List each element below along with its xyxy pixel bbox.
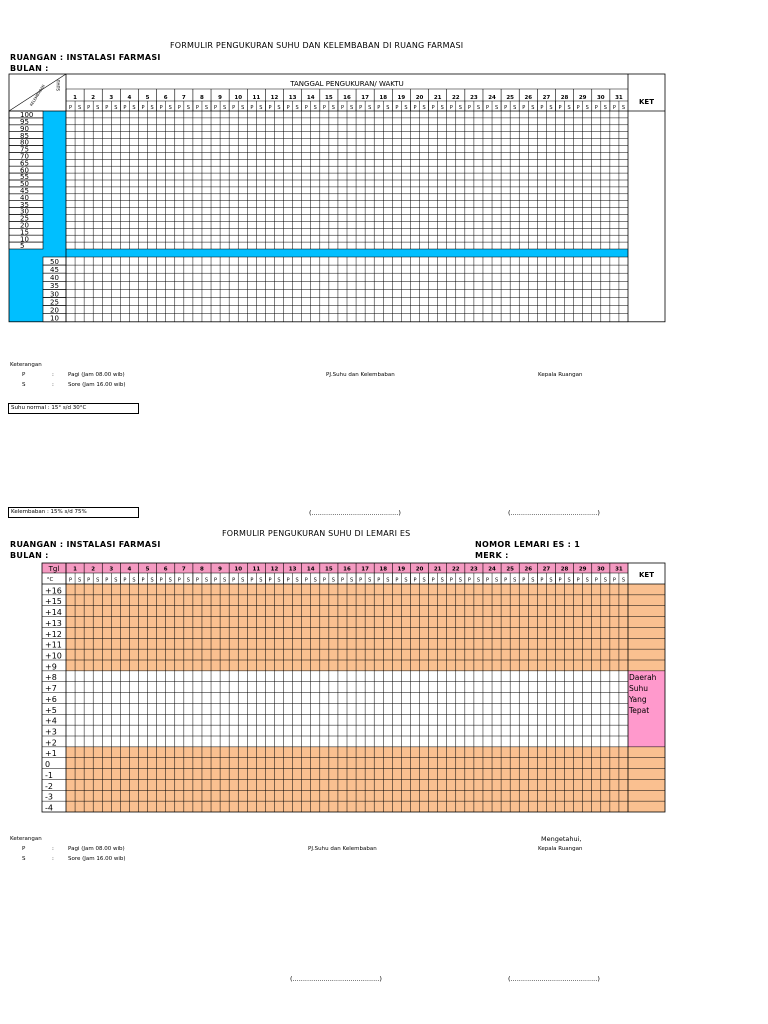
day-number: 2 <box>91 95 96 101</box>
fridge-temp-label: +8 <box>45 673 57 683</box>
s-label: S <box>621 577 626 584</box>
s-label: S <box>150 105 154 111</box>
s-label: S <box>259 105 263 111</box>
s-label: S <box>603 577 607 584</box>
day-number: 3 <box>109 95 114 101</box>
p-label: P <box>449 577 453 584</box>
temp-row-label: 15 <box>20 228 29 237</box>
temp-row-label: 20 <box>20 221 29 230</box>
p-label: P <box>485 105 490 111</box>
p-label: P <box>340 105 344 111</box>
s-label: S <box>386 105 390 111</box>
temp-row-label: 85 <box>20 131 29 140</box>
fridge-temp-label: +12 <box>45 629 62 639</box>
p-label: P <box>467 577 471 584</box>
day-number: 26 <box>524 95 533 101</box>
p-label: P <box>123 105 127 111</box>
humidity-row-label: 30 <box>50 290 59 299</box>
p-label: P <box>395 577 399 584</box>
p-label: P <box>413 105 417 111</box>
safe-zone-line-4: Tepat <box>629 706 650 715</box>
temp-row-label: 45 <box>20 187 29 195</box>
s-label: S <box>96 577 100 584</box>
p-label: P <box>105 577 109 584</box>
temp-row-label: 75 <box>20 145 29 154</box>
day-number: 14 <box>306 95 315 101</box>
s-label: S <box>549 577 553 584</box>
ket-header: KET <box>639 98 654 106</box>
s-label: S <box>621 105 626 111</box>
p-label: P <box>612 577 616 584</box>
day-number: 25 <box>506 95 514 101</box>
p-label: P <box>232 105 236 111</box>
form2-acknowledged: Mengetahui, <box>541 835 582 843</box>
s-label: S <box>513 105 517 111</box>
day-number: 20 <box>415 566 424 573</box>
day-number: 22 <box>451 566 460 573</box>
p-label: P <box>268 577 272 584</box>
fridge-temp-label: -4 <box>45 803 53 813</box>
p-label: P <box>540 577 544 584</box>
s-label: S <box>458 577 462 584</box>
temp-row-label: 25 <box>20 214 29 223</box>
form2-brand: MERK : <box>475 551 509 560</box>
s-label: S <box>349 105 354 111</box>
out-of-range-row-fill <box>66 627 665 638</box>
day-number: 13 <box>288 566 297 573</box>
p-label: P <box>504 105 508 111</box>
corner-bottom-label: KELEMBABAN <box>29 83 46 107</box>
out-of-range-row-fill <box>66 769 665 780</box>
form1-legend-colon-s: : <box>52 382 54 388</box>
s-label: S <box>150 577 154 584</box>
p-label: P <box>449 105 453 111</box>
form1-pj-label: PJ.Suhu dan Kelembaban <box>326 372 395 378</box>
safe-zone-line-2: Suhu <box>629 684 649 693</box>
p-label: P <box>340 577 344 584</box>
form1-signature-head: (..........................................) <box>508 509 600 517</box>
p-label: P <box>87 577 91 584</box>
p-label: P <box>159 577 163 584</box>
s-label: S <box>186 577 190 584</box>
day-number: 30 <box>596 95 605 101</box>
s-label: S <box>331 577 335 584</box>
temp-row-label: 30 <box>20 207 29 216</box>
day-number: 3 <box>109 566 114 573</box>
s-label: S <box>277 577 281 584</box>
s-label: S <box>277 105 281 111</box>
day-number: 4 <box>127 566 132 573</box>
form2-signature-pj: (..........................................) <box>290 975 382 983</box>
p-label: P <box>612 105 616 111</box>
temp-row-label: 5 <box>20 242 25 251</box>
day-number: 12 <box>270 566 279 573</box>
p-label: P <box>250 105 254 111</box>
form2-legend-colon-p: : <box>52 846 54 852</box>
s-label: S <box>567 577 571 584</box>
p-label: P <box>177 577 181 584</box>
p-label: P <box>322 577 326 584</box>
s-label: S <box>476 105 481 111</box>
day-number: 8 <box>200 566 204 573</box>
day-number: 29 <box>578 95 587 101</box>
fridge-temp-label: +9 <box>45 662 57 672</box>
day-number: 16 <box>343 566 351 573</box>
s-label: S <box>204 105 209 111</box>
out-of-range-row-fill <box>66 790 665 801</box>
humidity-row-label: 45 <box>50 266 59 274</box>
p-label: P <box>359 577 363 584</box>
s-label: S <box>440 577 444 584</box>
s-label: S <box>585 577 589 584</box>
day-number: 25 <box>506 566 514 573</box>
humidity-row-label: 20 <box>50 306 59 315</box>
day-number: 24 <box>488 95 496 101</box>
p-label: P <box>177 105 181 111</box>
p-label: P <box>69 577 73 584</box>
form1-humidity-note: Kelembaban : 15% s/d 75% <box>8 507 139 518</box>
out-of-range-row-fill <box>66 747 665 758</box>
s-label: S <box>186 105 190 111</box>
s-label: S <box>531 577 535 584</box>
day-number: 21 <box>433 95 442 101</box>
s-label: S <box>168 577 172 584</box>
s-label: S <box>458 105 462 111</box>
fridge-temp-label: +16 <box>45 586 62 596</box>
p-label: P <box>395 105 399 111</box>
p-label: P <box>594 105 598 111</box>
p-label: P <box>268 105 272 111</box>
temp-row-label: 40 <box>20 193 29 202</box>
out-of-range-row-fill <box>66 758 665 769</box>
temp-row-label: 10 <box>20 235 29 244</box>
fridge-temp-label: 0 <box>45 760 51 770</box>
safe-zone-line-3: Yang <box>629 695 647 704</box>
temp-row-label: 95 <box>20 118 29 126</box>
s-label: S <box>78 577 82 584</box>
day-number: 18 <box>379 95 388 101</box>
temp-row-label: 55 <box>20 173 29 182</box>
day-number: 9 <box>218 95 223 101</box>
p-label: P <box>123 577 127 584</box>
form2-signature-head: (..........................................) <box>508 975 600 983</box>
day-number: 9 <box>218 566 223 573</box>
out-of-range-row-fill <box>66 638 665 649</box>
form2-legend-s-key: S <box>22 856 26 862</box>
form1-month: BULAN : <box>10 64 49 73</box>
fridge-temp-label: +1 <box>45 749 57 759</box>
form2-month: BULAN : <box>10 551 49 560</box>
s-label: S <box>549 105 553 111</box>
day-number: 19 <box>397 95 406 101</box>
p-label: P <box>159 105 163 111</box>
p-label: P <box>214 577 218 584</box>
s-label: S <box>476 577 481 584</box>
day-number: 24 <box>488 566 496 573</box>
s-label: S <box>132 105 136 111</box>
s-label: S <box>513 577 517 584</box>
fridge-temp-label: +14 <box>45 608 62 618</box>
day-number: 23 <box>470 566 478 573</box>
temp-row-label: 35 <box>20 200 29 209</box>
form1-title: FORMULIR PENGUKURAN SUHU DAN KELEMBABAN DI RUANG FARMASI <box>170 41 464 50</box>
p-label: P <box>522 577 526 584</box>
day-number: 27 <box>542 566 551 573</box>
day-number: 22 <box>451 95 460 101</box>
s-label: S <box>223 105 227 111</box>
day-number: 13 <box>288 95 297 101</box>
form1-signature-pj: (..........................................) <box>309 509 401 517</box>
p-label: P <box>214 105 218 111</box>
p-label: P <box>504 577 508 584</box>
form1-legend-title: Keterangan <box>10 362 42 368</box>
temp-row-label: 60 <box>20 166 29 175</box>
day-number: 6 <box>163 566 168 573</box>
temp-row-label: 90 <box>20 124 29 133</box>
day-number: 1 <box>73 95 77 101</box>
s-label: S <box>295 105 299 111</box>
fridge-temp-label: +11 <box>45 640 62 650</box>
day-number: 18 <box>379 566 388 573</box>
day-number: 2 <box>91 566 96 573</box>
fridge-temp-label: +7 <box>45 684 57 694</box>
p-label: P <box>69 105 73 111</box>
day-number: 7 <box>181 95 186 101</box>
day-number: 17 <box>361 566 369 573</box>
form2-room: RUANGAN : INSTALASI FARMASI <box>10 540 161 549</box>
form2-safe-zone-note <box>628 672 656 716</box>
day-number: 20 <box>415 95 424 101</box>
day-number: 10 <box>234 95 243 101</box>
p-label: P <box>594 577 598 584</box>
form1-head-label: Kepala Ruangan <box>538 372 583 378</box>
p-label: P <box>467 105 471 111</box>
out-of-range-row-fill <box>66 649 665 660</box>
s-label: S <box>313 577 317 584</box>
temp-row-label: 50 <box>20 180 29 189</box>
humidity-row-label: 40 <box>50 274 59 283</box>
temp-row-label: 70 <box>20 152 29 161</box>
form1-legend-s: Sore (Jam 16.00 wib) <box>68 382 126 388</box>
form2-legend-p-key: P <box>22 846 26 852</box>
s-label: S <box>168 105 172 111</box>
day-number: 21 <box>433 566 442 573</box>
fridge-temp-label: +15 <box>45 597 62 607</box>
humidity-row-label: 25 <box>50 298 59 307</box>
s-label: S <box>204 577 209 584</box>
day-number: 23 <box>470 95 478 101</box>
day-number: 6 <box>163 95 168 101</box>
day-number: 30 <box>596 566 605 573</box>
day-number: 12 <box>270 95 279 101</box>
form1-room: RUANGAN : INSTALASI FARMASI <box>10 53 161 62</box>
s-label: S <box>386 577 390 584</box>
s-label: S <box>96 105 100 111</box>
fridge-temp-label: +5 <box>45 705 57 715</box>
celsius-label: °C <box>46 577 54 583</box>
form1-legend-colon-p: : <box>52 372 54 378</box>
p-label: P <box>195 577 199 584</box>
p-label: P <box>558 105 562 111</box>
p-label: P <box>304 577 308 584</box>
fridge-temp-label: +10 <box>45 651 62 661</box>
s-label: S <box>223 577 227 584</box>
out-of-range-row-fill <box>66 801 665 812</box>
ket-header: KET <box>639 571 654 579</box>
form2-fridge-number: NOMOR LEMARI ES : 1 <box>475 540 581 549</box>
p-label: P <box>377 105 381 111</box>
s-label: S <box>313 105 317 111</box>
day-number: 16 <box>343 95 351 101</box>
day-number: 28 <box>560 566 569 573</box>
p-label: P <box>576 105 580 111</box>
temp-row-label: 65 <box>20 159 29 168</box>
p-label: P <box>87 105 91 111</box>
s-label: S <box>585 105 589 111</box>
form1-legend-s-key: S <box>22 382 26 388</box>
p-label: P <box>232 577 236 584</box>
day-number: 31 <box>615 566 623 573</box>
day-number: 31 <box>615 95 623 101</box>
form2-legend-title: Keterangan <box>10 836 42 842</box>
day-number: 11 <box>252 95 261 101</box>
temp-row-label: 100 <box>20 111 34 120</box>
s-label: S <box>567 105 571 111</box>
form2-head-label: Kepala Ruangan <box>538 846 583 852</box>
s-label: S <box>494 105 499 111</box>
day-number: 29 <box>578 566 587 573</box>
p-label: P <box>431 105 435 111</box>
p-label: P <box>485 577 490 584</box>
form2-title: FORMULIR PENGUKURAN SUHU DI LEMARI ES <box>222 529 411 538</box>
safe-zone-line-1: Daerah <box>629 673 657 682</box>
day-number: 26 <box>524 566 533 573</box>
s-label: S <box>368 577 372 584</box>
out-of-range-row-fill <box>66 595 665 606</box>
s-label: S <box>440 105 444 111</box>
s-label: S <box>114 577 118 584</box>
fridge-temp-label: +3 <box>45 727 57 737</box>
day-number: 5 <box>145 95 150 101</box>
day-number: 10 <box>234 566 243 573</box>
day-number: 27 <box>542 95 551 101</box>
p-label: P <box>195 105 199 111</box>
day-number: 28 <box>560 95 569 101</box>
form2-legend-p: Pagi (Jam 08.00 wib) <box>68 846 125 852</box>
fridge-temp-label: +13 <box>45 618 62 628</box>
humidity-row-label: 50 <box>50 257 59 266</box>
s-label: S <box>132 577 136 584</box>
s-label: S <box>114 105 118 111</box>
out-of-range-row-fill <box>66 606 665 617</box>
tgl-label: Tgl <box>48 565 60 573</box>
day-number: 17 <box>361 95 369 101</box>
p-label: P <box>431 577 435 584</box>
p-label: P <box>141 105 145 111</box>
day-number: 19 <box>397 566 406 573</box>
day-number: 1 <box>73 566 77 573</box>
s-label: S <box>78 105 82 111</box>
form2-legend-colon-s: : <box>52 856 54 862</box>
day-number: 4 <box>127 95 132 101</box>
p-label: P <box>250 577 254 584</box>
s-label: S <box>241 577 245 584</box>
s-label: S <box>494 577 499 584</box>
s-label: S <box>331 105 335 111</box>
humidity-row-label: 35 <box>50 282 59 291</box>
p-label: P <box>540 105 544 111</box>
humidity-row-label: 10 <box>50 314 59 323</box>
p-label: P <box>286 105 290 111</box>
form2-pj-label: PJ.Suhu dan Kelembaban <box>308 846 377 852</box>
day-number: 8 <box>200 95 204 101</box>
p-label: P <box>558 577 562 584</box>
day-number: 14 <box>306 566 315 573</box>
form1-normal-temp-note: Suhu normal : 15° s/d 30°C <box>8 403 139 414</box>
s-label: S <box>259 577 263 584</box>
p-label: P <box>105 105 109 111</box>
form1-legend-p-key: P <box>22 372 26 378</box>
day-number: 11 <box>252 566 261 573</box>
out-of-range-row-fill <box>66 660 665 671</box>
s-label: S <box>422 105 426 111</box>
temp-row-label: 80 <box>20 138 29 147</box>
p-label: P <box>286 577 290 584</box>
s-label: S <box>531 105 535 111</box>
corner-top-label: SUHU <box>56 79 61 91</box>
p-label: P <box>141 577 145 584</box>
day-number: 15 <box>325 566 333 573</box>
s-label: S <box>404 577 408 584</box>
p-label: P <box>522 105 526 111</box>
s-label: S <box>603 105 607 111</box>
form2-legend-s: Sore (Jam 16.00 wib) <box>68 856 126 862</box>
p-label: P <box>304 105 308 111</box>
s-label: S <box>422 577 426 584</box>
p-label: P <box>322 105 326 111</box>
fridge-temp-label: -2 <box>45 781 53 791</box>
day-number: 15 <box>325 95 333 101</box>
day-number: 7 <box>181 566 186 573</box>
s-label: S <box>368 105 372 111</box>
fridge-temp-label: +2 <box>45 738 57 748</box>
s-label: S <box>295 577 299 584</box>
out-of-range-row-fill <box>66 779 665 790</box>
p-label: P <box>377 577 381 584</box>
date-header-label: TANGGAL PENGUKURAN/ WAKTU <box>290 80 404 88</box>
fridge-temp-label: +4 <box>45 716 57 726</box>
out-of-range-row-fill <box>66 584 665 595</box>
fridge-temp-label: +6 <box>45 694 57 704</box>
day-number: 5 <box>145 566 150 573</box>
fridge-temp-label: -1 <box>45 770 53 780</box>
s-label: S <box>404 105 408 111</box>
fridge-temp-label: -3 <box>45 792 53 802</box>
form1-legend-p: Pagi (Jam 08.00 wib) <box>68 372 125 378</box>
p-label: P <box>413 577 417 584</box>
s-label: S <box>349 577 354 584</box>
p-label: P <box>359 105 363 111</box>
s-label: S <box>241 105 245 111</box>
out-of-range-row-fill <box>66 617 665 628</box>
p-label: P <box>576 577 580 584</box>
